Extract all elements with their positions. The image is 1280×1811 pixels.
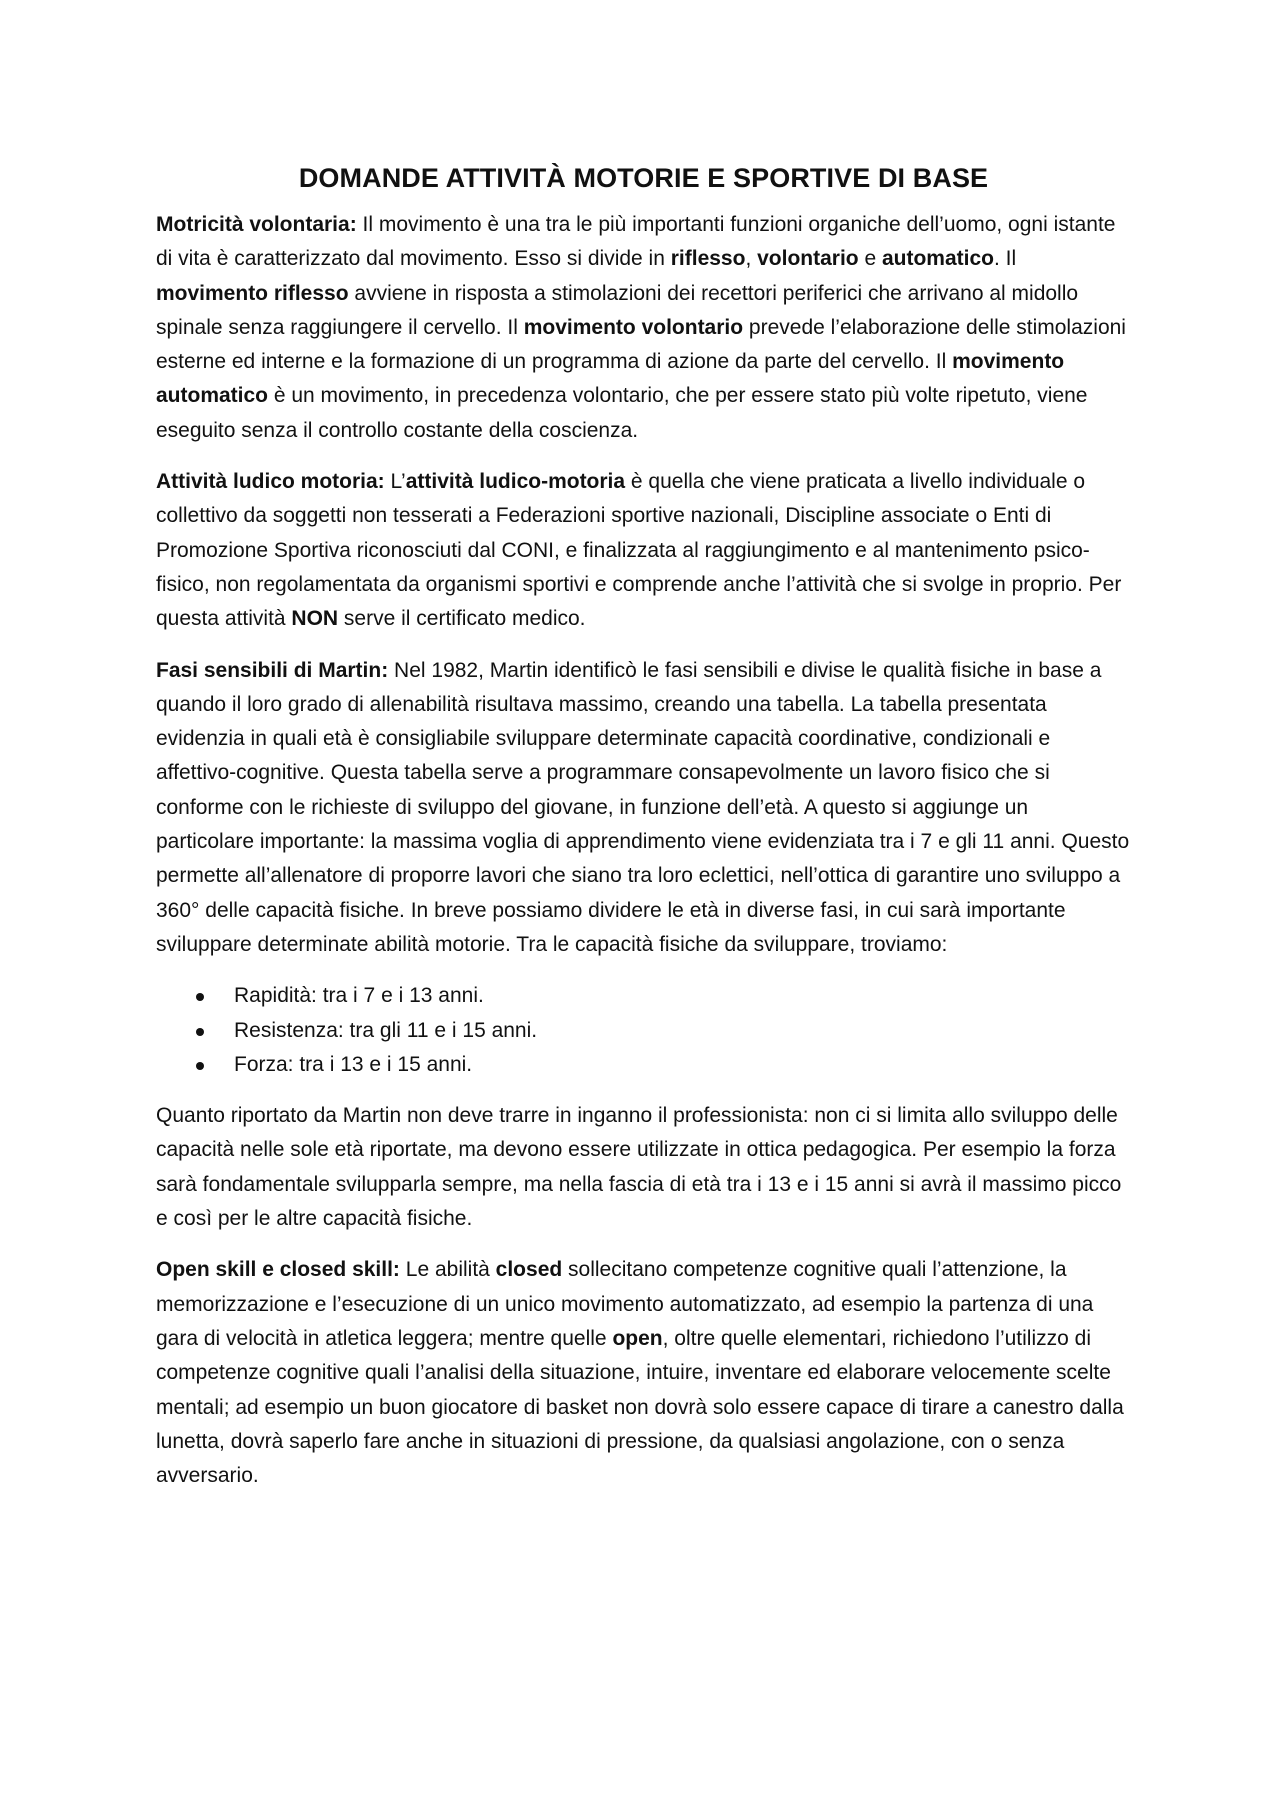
list-item (156, 1014, 1131, 1048)
text: prevede l’elaborazione delle stimolazioni esterne ed interne e la formazione di un programma di azione da parte del cervello. Il (156, 315, 1126, 374)
bold-term: movimento automatico (156, 350, 1065, 408)
text: Il movimento è una tra le più importanti funzioni organiche dell’uomo, ogni istante di vita è caratterizzato dal movimento. Esso si divide in (156, 213, 1116, 271)
paragraph-motricita-volontaria (156, 208, 1131, 448)
text: Le abilità (399, 1258, 496, 1282)
list-item-text: Forza: tra i 13 e i 15 anni. (234, 1052, 473, 1076)
list-item (156, 1048, 1131, 1082)
bold-term: closed (495, 1258, 563, 1282)
text: è un movimento, in precedenza volontario, che per essere stato più volte ripetuto, viene eseguito senza il controllo costante della coscienza. (156, 384, 1088, 442)
bullet-icon (196, 993, 204, 1001)
bullet-icon (196, 1028, 204, 1036)
list-item-text: Resistenza: tra gli 11 e i 15 anni. (234, 1018, 538, 1042)
bold-term: attività ludico-motoria (405, 470, 626, 494)
text: sollecitano competenze cognitive quali l’attenzione, la memorizzazione e l’esecuzione di un unico movimento automatizzato, ad esempio la partenza di una gara di velocità in atletica leggera; mentre quelle (156, 1258, 1094, 1350)
bold-term: volontario (757, 247, 859, 271)
text: , oltre quelle elementari, richiedono l’utilizzo di competenze cognitive quali l’analisi della situazione, intuire, inventare ed elaborare velocemente scelte mentali; ad esempio un buon giocatore di basket non dovrà solo essere capace di tirare a canestro dalla lunetta, dovrà saperlo fare anche in situazioni di pressione, da qualsiasi angolazione, con o senza avversario. (156, 1326, 1124, 1488)
paragraph-fasi-sensibili-martin (156, 654, 1131, 963)
text: Nel 1982, Martin identificò le fasi sensibili e divise le qualità fisiche in base a quando il loro grado di allenabilità risultava massimo, creando una tabella. La tabella presentata evidenzia in quali età è consigliabile sviluppare determinate capacità coordinative, condizionali e affettivo-cognitive. Questa tabella serve a programmare consapevolmente un lavoro fisico che si conforme con le richieste di sviluppo del giovane, in funzione dell’età. A questo si aggiunge un particolare importante: la massima voglia di apprendimento viene evidenziata tra i 7 e gli 11 anni. Questo permette all’allenatore di proporre lavori che siano tra loro eclettici, nell’ottica di garantire uno sviluppo a 360° delle capacità fisiche. In breve possiamo dividere le età in diverse fasi, in cui sarà importante sviluppare determinate abilità motorie. Tra le capacità fisiche da sviluppare, troviamo: (156, 658, 1130, 956)
bold-term: riflesso (670, 247, 746, 271)
list-item (156, 979, 1131, 1013)
heading-fasi-sensibili-martin: Fasi sensibili di Martin: (156, 658, 389, 682)
text: è quella che viene praticata a livello individuale o collettivo da soggetti non tesserati a Federazioni sportive nazionali, Discipline associate o Enti di Promozione Sportiva riconosciuti dal CONI, e finalizzata al raggiungimento e al mantenimento psico-fisico, non regolamentata da organismi sportivi e comprende anche l’attività che si svolge in proprio. Per questa attività (156, 470, 1122, 631)
text: avviene in risposta a stimolazioni dei recettori periferici che arrivano al midollo spinale senza raggiungere il cervello. Il (156, 281, 1079, 339)
text: serve il certificato medico. (338, 607, 586, 631)
text: L’ (384, 470, 406, 494)
bold-term: automatico (881, 247, 994, 271)
paragraph-martin-conclusion: Quanto riportato da Martin non deve trarre in inganno il professionista: non ci si limita allo sviluppo delle capacità nelle sole età riportate, ma devono essere utilizzate in ottica pedagogica. Per esempio la forza sarà fondamentale svilupparla sempre, ma nella fascia di età tra i 13 e i 15 anni si avrà il massimo picco e così per le altre capacità fisiche. (156, 1104, 1122, 1231)
heading-motricita-volontaria: Motricità volontaria: (156, 213, 357, 236)
document-title: DOMANDE ATTIVITÀ MOTORIE E SPORTIVE DI BASE (298, 163, 989, 193)
bullet-icon (196, 1062, 204, 1070)
bold-term: NON (291, 607, 339, 631)
paragraph-attivita-ludico-motoria (156, 465, 1131, 636)
bold-term: movimento riflesso (156, 281, 349, 305)
capacita-fisiche-list (156, 979, 1131, 1082)
text: , (745, 247, 758, 271)
bold-term: open (612, 1326, 663, 1350)
paragraph-open-closed-skill (156, 1253, 1131, 1493)
text: e (858, 247, 882, 271)
list-item-text: Rapidità: tra i 7 e i 13 anni. (234, 984, 484, 1008)
heading-open-closed-skill: Open skill e closed skill: (156, 1258, 400, 1282)
heading-attivita-ludico-motoria: Attività ludico motoria: (156, 470, 385, 494)
document-page (156, 160, 1131, 1510)
text: . Il (994, 247, 1017, 271)
bold-term: movimento volontario (523, 315, 744, 339)
